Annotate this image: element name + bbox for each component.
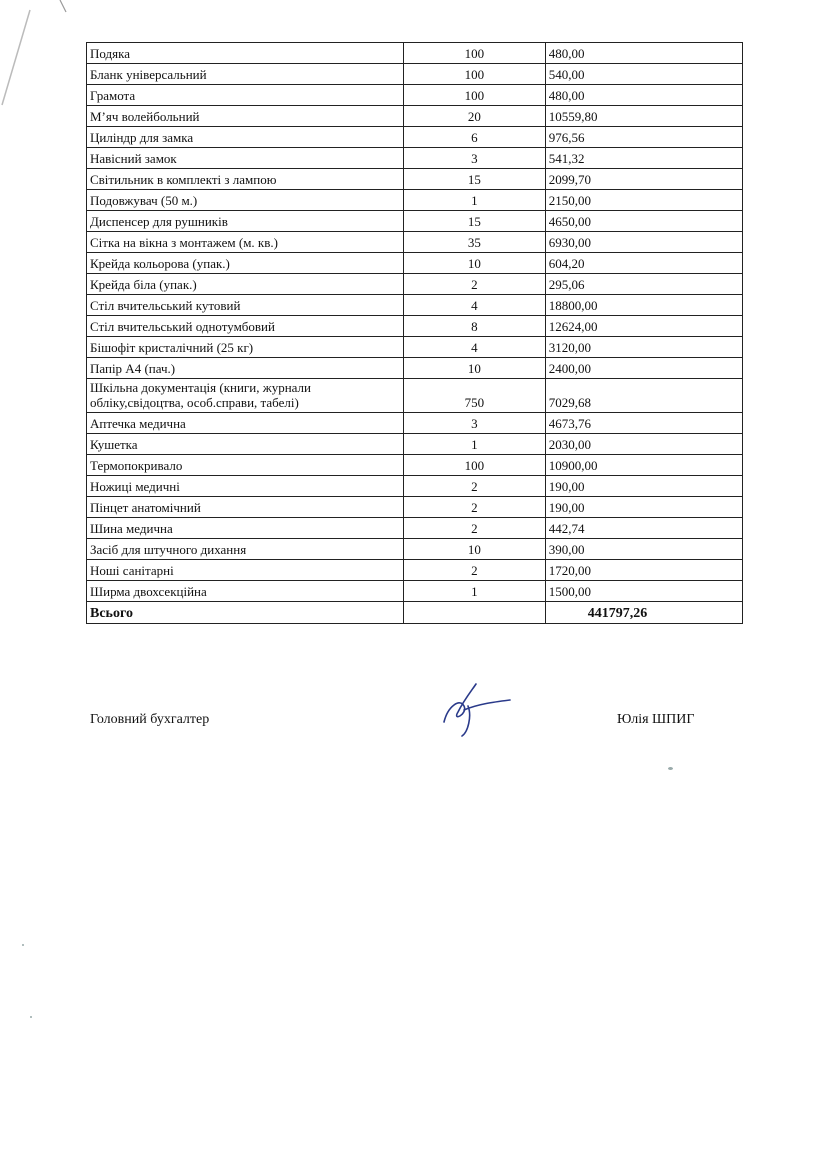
item-name-cell: Засіб для штучного дихання — [87, 538, 404, 559]
table-row — [87, 127, 743, 148]
amount-cell: 540,00 — [545, 64, 742, 85]
item-name-cell: Ноші санітарні — [87, 559, 404, 580]
quantity-cell: 1 — [404, 433, 546, 454]
quantity-cell: 1 — [404, 190, 546, 211]
table-row — [87, 379, 743, 413]
total-row — [87, 601, 743, 623]
quantity-cell: 2 — [404, 274, 546, 295]
table-row — [87, 316, 743, 337]
item-name-cell: Шкільна документація (книги, журнали обліку,свідоцтва, особ.справи, табелі) — [87, 379, 404, 413]
amount-cell: 295,06 — [545, 274, 742, 295]
item-name-cell: Навісний замок — [87, 148, 404, 169]
quantity-cell: 15 — [404, 211, 546, 232]
quantity-cell: 20 — [404, 106, 546, 127]
amount-cell: 976,56 — [545, 127, 742, 148]
quantity-cell: 3 — [404, 148, 546, 169]
table-row — [87, 232, 743, 253]
table-row — [87, 85, 743, 106]
item-name-cell: Стіл вчительський однотумбовий — [87, 316, 404, 337]
amount-cell: 390,00 — [545, 538, 742, 559]
quantity-cell: 1 — [404, 580, 546, 601]
quantity-cell: 10 — [404, 358, 546, 379]
item-name-cell: Бішофіт кристалічний (25 кг) — [87, 337, 404, 358]
amount-cell: 442,74 — [545, 517, 742, 538]
item-name-cell: Папір А4 (пач.) — [87, 358, 404, 379]
amount-cell: 2150,00 — [545, 190, 742, 211]
quantity-cell: 3 — [404, 412, 546, 433]
amount-cell: 2030,00 — [545, 433, 742, 454]
amount-cell: 12624,00 — [545, 316, 742, 337]
amount-cell: 2099,70 — [545, 169, 742, 190]
quantity-cell: 750 — [404, 379, 546, 413]
table-row — [87, 253, 743, 274]
quantity-cell: 100 — [404, 454, 546, 475]
chief-accountant-label: Головний бухгалтер — [90, 712, 210, 727]
item-name-cell: Пінцет анатомічний — [87, 496, 404, 517]
quantity-cell: 100 — [404, 85, 546, 106]
amount-cell: 190,00 — [545, 496, 742, 517]
table-row — [87, 433, 743, 454]
item-name-cell: Диспенсер для рушників — [87, 211, 404, 232]
table-row — [87, 274, 743, 295]
item-name-cell: Кушетка — [87, 433, 404, 454]
item-name-cell: Світильник в комплекті з лампою — [87, 169, 404, 190]
quantity-cell: 2 — [404, 475, 546, 496]
table-row — [87, 517, 743, 538]
table-row — [87, 148, 743, 169]
amount-cell: 190,00 — [545, 475, 742, 496]
table-row — [87, 337, 743, 358]
handwritten-signature — [438, 676, 514, 740]
item-name-cell: М’яч волейбольний — [87, 106, 404, 127]
quantity-cell: 35 — [404, 232, 546, 253]
item-name-cell: Крейда біла (упак.) — [87, 274, 404, 295]
amount-cell: 480,00 — [545, 85, 742, 106]
total-label: Всього — [87, 601, 404, 623]
item-name-cell: Подовжувач (50 м.) — [87, 190, 404, 211]
amount-cell: 18800,00 — [545, 295, 742, 316]
amount-cell: 10559,80 — [545, 106, 742, 127]
item-name-cell: Термопокривало — [87, 454, 404, 475]
amount-cell: 6930,00 — [545, 232, 742, 253]
quantity-cell: 2 — [404, 559, 546, 580]
item-name-cell: Сітка на вікна з монтажем (м. кв.) — [87, 232, 404, 253]
total-value: 441797,26 — [545, 601, 742, 623]
table-row — [87, 169, 743, 190]
quantity-cell: 8 — [404, 316, 546, 337]
table-row — [87, 358, 743, 379]
quantity-cell: 4 — [404, 337, 546, 358]
item-name-cell: Подяка — [87, 43, 404, 64]
table-row — [87, 211, 743, 232]
quantity-cell: 2 — [404, 496, 546, 517]
item-name-cell: Крейда кольорова (упак.) — [87, 253, 404, 274]
amount-cell: 480,00 — [545, 43, 742, 64]
item-name-cell: Грамота — [87, 85, 404, 106]
total-quantity-cell — [404, 601, 546, 623]
scan-corner-mark — [0, 0, 80, 110]
amount-cell: 1720,00 — [545, 559, 742, 580]
table-row — [87, 496, 743, 517]
table-row — [87, 43, 743, 64]
amount-cell: 541,32 — [545, 148, 742, 169]
amount-cell: 604,20 — [545, 253, 742, 274]
amount-cell: 1500,00 — [545, 580, 742, 601]
scan-speck — [22, 944, 24, 946]
table-row — [87, 64, 743, 85]
item-name-cell: Ножиці медичні — [87, 475, 404, 496]
table-row — [87, 106, 743, 127]
scan-speck — [30, 1016, 32, 1018]
table-row — [87, 190, 743, 211]
item-name-cell: Ширма двохсекційна — [87, 580, 404, 601]
quantity-cell: 10 — [404, 538, 546, 559]
amount-cell: 7029,68 — [545, 379, 742, 413]
quantity-cell: 100 — [404, 64, 546, 85]
amount-cell: 4650,00 — [545, 211, 742, 232]
table-row — [87, 412, 743, 433]
items-table — [86, 42, 743, 624]
amount-cell: 10900,00 — [545, 454, 742, 475]
amount-cell: 3120,00 — [545, 337, 742, 358]
quantity-cell: 2 — [404, 517, 546, 538]
quantity-cell: 10 — [404, 253, 546, 274]
amount-cell: 2400,00 — [545, 358, 742, 379]
quantity-cell: 15 — [404, 169, 546, 190]
table-row — [87, 295, 743, 316]
table-row — [87, 454, 743, 475]
item-name-cell: Аптечка медична — [87, 412, 404, 433]
signatory-name: Юлія ШПИГ — [617, 712, 695, 727]
item-name-cell: Циліндр для замка — [87, 127, 404, 148]
item-name-cell: Бланк універсальний — [87, 64, 404, 85]
item-name-cell: Шина медична — [87, 517, 404, 538]
quantity-cell: 6 — [404, 127, 546, 148]
quantity-cell: 100 — [404, 43, 546, 64]
table-row — [87, 559, 743, 580]
table-row — [87, 475, 743, 496]
amount-cell: 4673,76 — [545, 412, 742, 433]
scan-speck — [668, 767, 673, 770]
table-row — [87, 538, 743, 559]
quantity-cell: 4 — [404, 295, 546, 316]
item-name-cell: Стіл вчительський кутовий — [87, 295, 404, 316]
table-row — [87, 580, 743, 601]
